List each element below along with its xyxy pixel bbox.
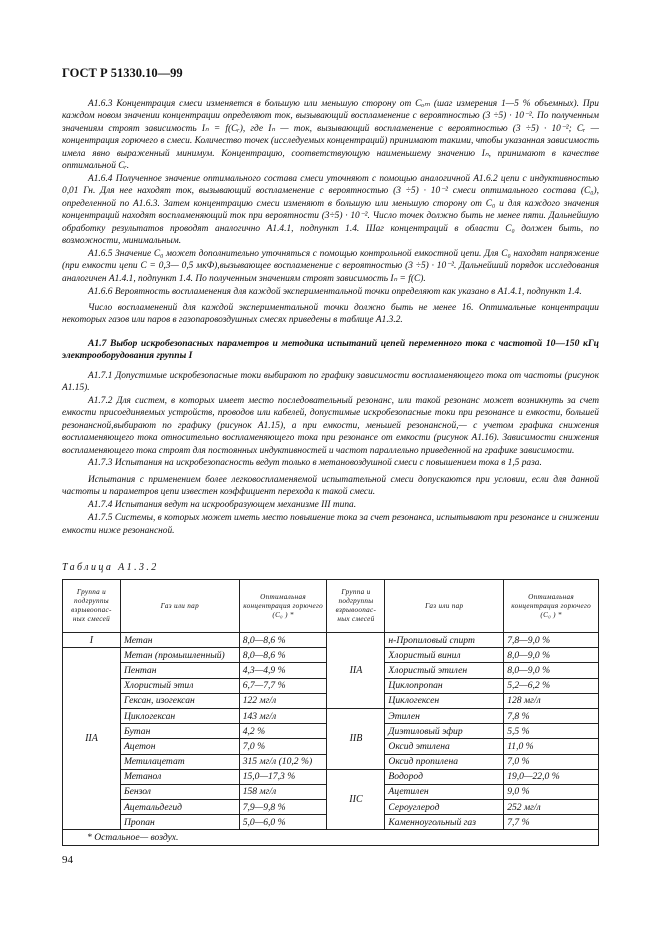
- conc-cell: 19,0—22,0 %: [504, 769, 599, 784]
- section-heading-a1-7: А1.7 Выбор искробезопасных параметров и методика испытаний цепей переменного тока с частотой 10—150 кГц электрооборудования группы I: [62, 337, 599, 362]
- paragraph-ignitions-count: Число воспламенений для каждой экспериментальной точки должно быть не менее 16. Оптимальные концентрации некоторых газов или паров в газопаровоздушных смесях приведены в таблице А1.3.2.: [62, 303, 599, 326]
- conc-cell: 4,3—4,9 %: [239, 663, 327, 678]
- group-cell: IIA: [63, 648, 121, 830]
- concentration-table: [62, 579, 599, 846]
- gas-cell: Бутан: [120, 724, 239, 739]
- gas-cell: Хлористый винил: [385, 648, 504, 663]
- group-cell: IIC: [327, 769, 385, 830]
- conc-cell: 5,2—6,2 %: [504, 678, 599, 693]
- gas-cell: Сероуглерод: [385, 800, 504, 815]
- conc-cell: 128 мг/л: [504, 693, 599, 708]
- gas-cell: Хлористый этил: [120, 678, 239, 693]
- conc-cell: 7,8—9,0 %: [504, 633, 599, 648]
- gas-cell: Хлористый этилен: [385, 663, 504, 678]
- gas-cell: Пропан: [120, 815, 239, 830]
- gas-cell: Этилен: [385, 708, 504, 723]
- table-header-row: [63, 580, 599, 633]
- header-group: Группа и подгруппы взрывоопас-ных смесей: [63, 580, 121, 633]
- conc-cell: 4,2 %: [239, 724, 327, 739]
- gas-cell: Оксид этилена: [385, 739, 504, 754]
- paragraph-a1-6-4: А1.6.4 Полученное значение оптимального состава смеси уточняют с помощью аналогичной А1.6.2 цепи с индуктивностью 0,01 Гн. Для нее находят ток, вызывающий воспламенение с вероятностью (3 ÷5) · 10⁻² смеси оптимального состава (C₀), определенной по А1.6.3. Затем концентрацию смеси изменяют в большую или меньшую сторону от C₀ и для каждого значения концентраций находят воспламеняющий ток при вероятности (3÷5) · 10⁻². Число точек должно быть не менее пяти. Дальнейшую обработку результатов проводят аналогично А1.4.1, подпункт 1.4. Шаг концентраций в области C₀ должен быть, по возможности, минимальным.: [62, 173, 599, 246]
- conc-cell: 7,9—9,8 %: [239, 800, 327, 815]
- gas-cell: Циклогексен: [385, 693, 504, 708]
- gas-cell: Метан: [120, 633, 239, 648]
- gas-cell: Ацетилен: [385, 784, 504, 799]
- conc-cell: 8,0—8,6 %: [239, 648, 327, 663]
- paragraph-a1-7-1: А1.7.1 Допустимые искробезопасные токи выбирают по графику зависимости воспламеняющего тока от частоты (рисунок А1.15).: [62, 370, 599, 394]
- group-cell: IIB: [327, 708, 385, 769]
- gas-cell: Оксид пропилена: [385, 754, 504, 769]
- gas-cell: Диэтиловый эфир: [385, 724, 504, 739]
- header-concentration: Оптимальная концентрация горючего (C₀ ) *: [239, 580, 327, 633]
- conc-cell: 15,0—17,3 %: [239, 769, 327, 784]
- standard-title: ГОСТ Р 51330.10—99: [62, 66, 183, 80]
- conc-cell: 11,0 %: [504, 739, 599, 754]
- conc-cell: 122 мг/л: [239, 693, 327, 708]
- paragraph-a1-6-6: А1.6.6 Вероятность воспламенения для каждой экспериментальной точки определяют как указано в А1.4.1, подпункт 1.4.: [88, 286, 582, 297]
- gas-cell: Каменноугольный газ: [385, 815, 504, 830]
- table-footnote: * Остальное— воздух.: [63, 830, 599, 845]
- conc-cell: 5,0—6,0 %: [239, 815, 327, 830]
- conc-cell: 143 мг/л: [239, 708, 327, 723]
- table-footnote-row: [63, 830, 599, 845]
- group-cell: IIA: [327, 633, 385, 709]
- header-group: Группа и подгруппы взрывоопас-ных смесей: [327, 580, 385, 633]
- paragraph-test-mixture: Испытания с применением более легковоспламеняемой испытательной смеси допускаются при условии, если для данной частоты и параметров цепи известен коэффициент перехода к такой смеси.: [62, 474, 599, 498]
- gas-cell: Метан (промышленный): [120, 648, 239, 663]
- conc-cell: 7,8 %: [504, 708, 599, 723]
- conc-cell: 8,0—8,6 %: [239, 633, 327, 648]
- gas-cell: Водород: [385, 769, 504, 784]
- header-gas: Газ или пар: [120, 580, 239, 633]
- conc-cell: 7,7 %: [504, 815, 599, 830]
- paragraph-a1-7-3: А1.7.3 Испытания на искробезопасность ведут только в метановоздушной смеси с повышением тока в 1,5 раза.: [88, 458, 542, 469]
- paragraph-a1-7-4: А1.7.4 Испытания ведут на искрообразующем механизме III типа.: [88, 500, 357, 511]
- table-row: [63, 633, 599, 648]
- gas-cell: Метанол: [120, 769, 239, 784]
- conc-cell: 252 мг/л: [504, 800, 599, 815]
- paragraph-a1-7-5: А1.7.5 Системы, в которых может иметь место повышение тока за счет резонанса, испытывают при резонансе и снижении емкости ниже резонансной.: [62, 513, 599, 536]
- gas-cell: Ацетон: [120, 739, 239, 754]
- gas-cell: Ацетальдегид: [120, 800, 239, 815]
- conc-cell: 158 мг/л: [239, 784, 327, 799]
- paragraph-a1-6-5: А1.6.5 Значение C₀ может дополнительно уточняться с помощью контрольной емкостной цепи. Для C₀ находят напряжение (при емкости цепи C = 0,3— 0,5 мкФ),вызывающее воспламенение с вероятностью (3 ÷5) · 10⁻². Дальнейший порядок исследования аналогичен А1.4.1, подпункт 1.4. По полученным значениям строят зависимость Iₙ = f(C).: [62, 248, 599, 284]
- conc-cell: 7,0 %: [504, 754, 599, 769]
- conc-cell: 9,0 %: [504, 784, 599, 799]
- conc-cell: 315 мг/л (10,2 %): [239, 754, 327, 769]
- gas-cell: Пентан: [120, 663, 239, 678]
- gas-cell: Метилацетат: [120, 754, 239, 769]
- conc-cell: 7,0 %: [239, 739, 327, 754]
- gas-cell: Гексан, изогексан: [120, 693, 239, 708]
- table-caption: Таблица А1.3.2: [62, 562, 159, 573]
- header-gas: Газ или пар: [385, 580, 504, 633]
- conc-cell: 8,0—9,0 %: [504, 663, 599, 678]
- table-row: [63, 769, 599, 784]
- gas-cell: Циклогексан: [120, 708, 239, 723]
- paragraph-a1-7-2: А1.7.2 Для систем, в которых имеет место последовательный резонанс, или такой резонанс может возникнуть за счет емкости присоединяемых устройств, проводов или кабелей, допустимые искробезопасные токи при резонансе и емкости, большей резонансной,выбирают по графику (рисунок А1.15), а при емкости, меньшей резонансной,— с учетом графика снижения воспламеняющего тока относительно воспламеняющего тока при резонансе от емкости (рисунок А1.16). Зависимости снижения воспламеняющего тока строят для постоянных индуктивностей и частот параллельно приведенной на графике зависимости.: [62, 395, 599, 456]
- conc-cell: 6,7—7,7 %: [239, 678, 327, 693]
- body-text: [62, 98, 599, 537]
- paragraph-a1-6-3: А1.6.3 Концентрация смеси изменяется в большую или меньшую сторону от Cₒₘ (шаг измерения 1—5 % объемных). При каждом новом значении концентрации определяют ток, вызывающий воспламенение с вероятностью (3 ÷5) · 10⁻². По полученным значениям строят зависимость Iₙ = f(Cᵣ), где Iₙ — ток, вызывающий воспламенение с вероятностью (3 ÷5) · 10⁻²; Cᵣ — концентрация горючего в смеси. Количество точек (исследуемых концентраций) принимают такими, чтобы указанная зависимость имела явно выраженный минимум. Концентрацию, соответствующую наименьшему значению Iₙ, принимают в качестве оптимальной Cᵣ.: [62, 99, 599, 172]
- conc-cell: 8,0—9,0 %: [504, 648, 599, 663]
- header-concentration: Оптимальная концентрация горючего (C₀ ) *: [504, 580, 599, 633]
- group-cell: I: [63, 633, 121, 648]
- gas-cell: н-Пропиловый спирт: [385, 633, 504, 648]
- gas-cell: Бензол: [120, 784, 239, 799]
- page-number: 94: [62, 854, 73, 866]
- conc-cell: 5,5 %: [504, 724, 599, 739]
- table-row: [63, 708, 599, 723]
- gas-cell: Циклопропан: [385, 678, 504, 693]
